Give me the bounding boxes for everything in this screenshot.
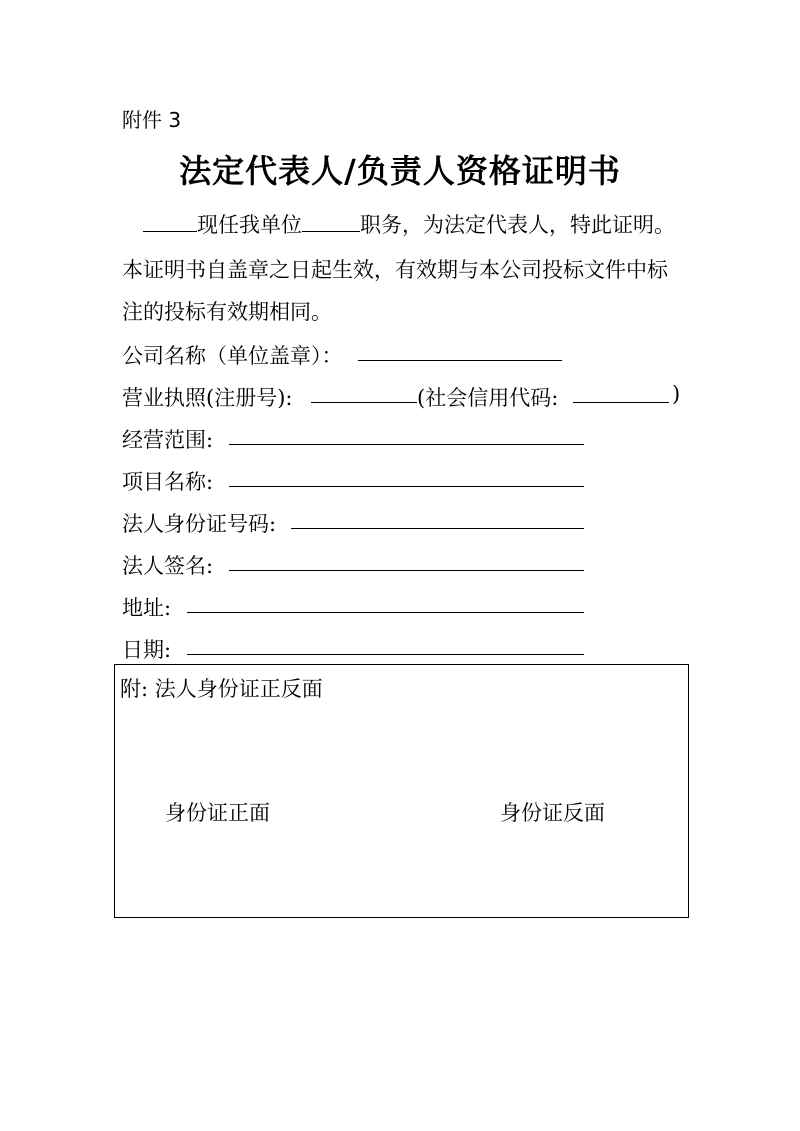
id-card-back-label: 身份证反面: [500, 801, 605, 825]
statement-line-2: 本证明书自盖章之日起生效，有效期与本公司投标文件中标: [122, 258, 668, 282]
date-line[interactable]: [187, 654, 584, 655]
business-scope-line[interactable]: [229, 444, 584, 445]
legal-signature-line[interactable]: [229, 570, 584, 571]
page-title: 法定代表人/负责人资格证明书: [179, 152, 621, 190]
company-name-label: 公司名称（单位盖章）：: [122, 344, 343, 368]
statement-text-2: 职务，为法定代表人，特此证明。: [360, 213, 675, 237]
project-name-label: 项目名称:: [122, 470, 214, 494]
credit-code-close: ): [672, 382, 681, 406]
position-blank[interactable]: [302, 211, 360, 232]
date-label: 日期:: [122, 638, 172, 662]
address-line[interactable]: [187, 612, 584, 613]
credit-code-label: (社会信用代码:: [417, 386, 559, 410]
business-license-label: 营业执照(注册号):: [122, 386, 293, 410]
legal-signature-label: 法人签名:: [122, 554, 214, 578]
statement-line-1: [143, 209, 675, 239]
legal-id-label: 法人身份证号码:: [122, 512, 277, 536]
statement-text-1: 现任我单位: [197, 213, 302, 237]
id-card-front-label: 身份证正面: [165, 801, 270, 825]
address-label: 地址:: [122, 596, 172, 620]
business-scope-label: 经营范围:: [122, 428, 214, 452]
project-name-line[interactable]: [229, 486, 584, 487]
attachment-label: 附件 3: [122, 108, 182, 132]
id-card-box-title: 附: 法人身份证正反面: [120, 677, 323, 701]
credit-code-line[interactable]: [573, 402, 669, 403]
business-license-line[interactable]: [311, 402, 417, 403]
statement-line-3: 注的投标有效期相同。: [122, 300, 332, 324]
company-name-line[interactable]: [358, 360, 562, 361]
name-blank[interactable]: [143, 211, 197, 232]
legal-id-line[interactable]: [291, 528, 584, 529]
